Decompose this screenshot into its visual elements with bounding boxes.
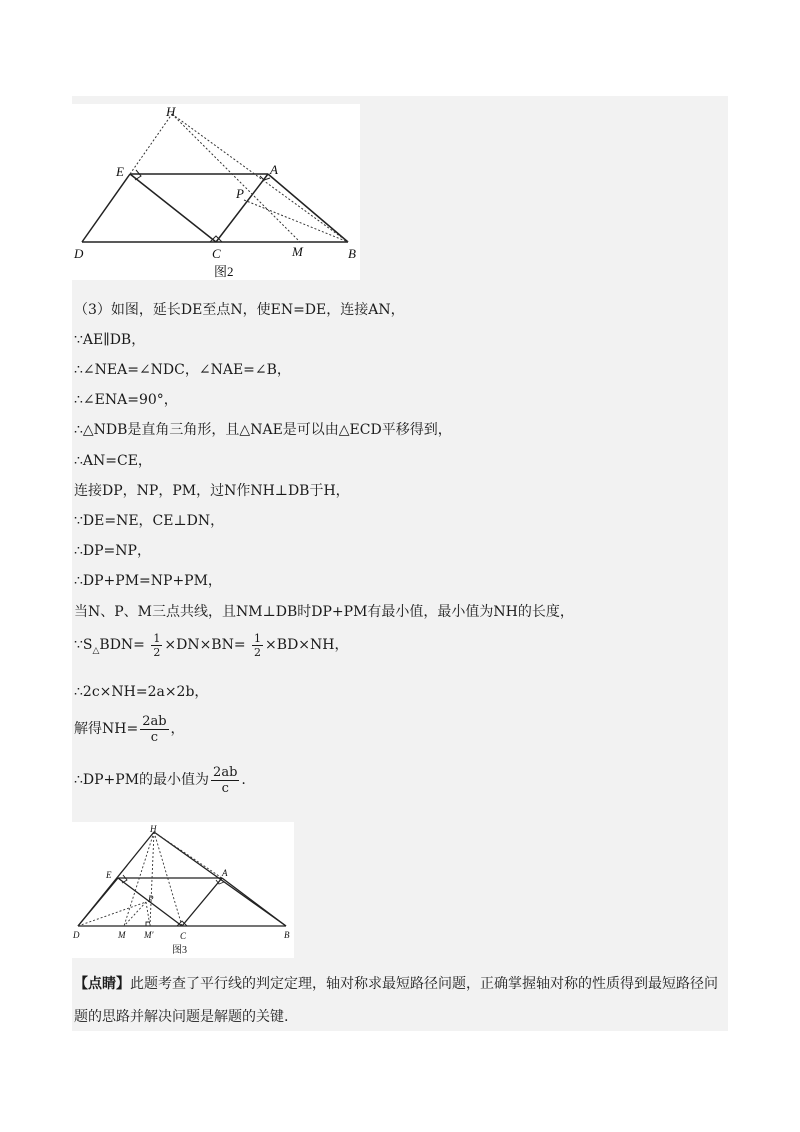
area-expr-1: ×DN×BN=	[164, 637, 246, 653]
label-B: B	[348, 246, 356, 261]
min-suffix: .	[241, 772, 246, 788]
comment-block	[74, 968, 728, 1034]
solution-line-9: ∴DP=NP，	[74, 543, 151, 559]
solution-line-8: ∵DE=NE，CE⊥DN，	[74, 513, 225, 529]
label-M: M	[118, 930, 126, 940]
solution-line-13: ∴2c×NH=2a×2b，	[74, 684, 209, 700]
fraction-denominator: 2	[153, 645, 161, 659]
solution-line-7: 连接DP，NP，PM，过N作NH⊥DB于H，	[74, 483, 350, 499]
solution-line-2: ∵AE∥DB，	[74, 332, 146, 348]
fraction-numerator: 2ab	[213, 764, 238, 780]
fraction-numerator: 1	[153, 631, 161, 645]
solution-line-12	[74, 630, 348, 666]
label-B: B	[284, 930, 290, 940]
fraction-numerator: 1	[254, 631, 262, 645]
figure-2	[72, 104, 360, 280]
figure-3-caption: 图3	[172, 945, 187, 956]
nh-suffix: ，	[170, 721, 185, 737]
label-E: E	[106, 870, 112, 880]
area-prefix: ∵S	[74, 637, 93, 653]
label-C: C	[180, 931, 187, 941]
fraction-denominator: c	[150, 729, 159, 745]
segment-HB	[154, 832, 286, 926]
segment-EC	[130, 174, 216, 242]
solution-line-11: 当N、P、M三点共线，且NM⊥DB时DP+PM有最小值，最小值为NH的长度，	[74, 604, 574, 620]
label-M: M	[292, 244, 303, 259]
segment-CA	[182, 878, 222, 926]
dashed-EH	[130, 114, 172, 174]
dashed-HA	[154, 832, 222, 878]
nh-prefix: 解得NH=	[74, 721, 139, 737]
fraction-2ab-c	[140, 714, 168, 745]
label-D: D	[73, 930, 80, 940]
dashed-HM2	[150, 832, 154, 926]
solution-line-6: ∴AN=CE，	[74, 453, 152, 469]
dashed-PB	[244, 200, 348, 242]
label-M-prime: M'	[144, 930, 154, 940]
solution-line-3: ∴∠NEA=∠NDC，∠NAE=∠B，	[74, 362, 291, 378]
solution-line-1: （3）如图，延长DE至点N，使EN=DE，连接AN，	[74, 302, 405, 318]
label-C: C	[212, 246, 221, 261]
segment-DH	[78, 832, 154, 926]
comment-label: 【点睛】	[74, 976, 130, 992]
dashed-HB	[172, 114, 348, 242]
solution-line-15	[74, 763, 246, 797]
label-A: A	[270, 162, 278, 177]
solution-line-10: ∴DP+PM=NP+PM，	[74, 573, 222, 589]
solution-line-14	[74, 712, 185, 746]
label-H: H	[166, 104, 176, 119]
figure-3-diagram	[72, 822, 294, 958]
fraction-denominator: 2	[254, 645, 262, 659]
figure-3	[72, 822, 294, 958]
label-P: P	[236, 186, 244, 201]
segment-CA	[216, 174, 268, 242]
area-triangle: BDN=	[99, 637, 145, 653]
fraction-half-2	[252, 632, 263, 659]
dashed-HM	[124, 832, 154, 926]
solution-line-5: ∴△NDB是直角三角形，且△NAE是可以由△ECD平移得到，	[74, 422, 452, 438]
label-H: H	[150, 824, 157, 834]
label-D: D	[74, 246, 84, 261]
segment-DE	[82, 174, 130, 242]
label-P: P	[148, 894, 154, 904]
fraction-numerator: 2ab	[142, 713, 167, 729]
dashed-HC	[154, 832, 182, 926]
segment-AB	[268, 174, 348, 242]
area-expr-2: ×BD×NH，	[265, 637, 349, 653]
fraction-denominator: c	[221, 780, 229, 796]
fraction-2ab-c-min	[211, 765, 239, 796]
label-A: A	[222, 868, 228, 878]
figure-2-caption: 图2	[214, 264, 234, 279]
comment-text: 此题考查了平行线的判定定理，轴对称求最短路径问题，正确掌握轴对称的性质得到最短路径问题的思路并解决问题是解题的关键.	[74, 976, 718, 1025]
label-E: E	[116, 164, 124, 179]
min-prefix: ∴DP+PM的最小值为	[74, 772, 210, 788]
area-subscript: △	[92, 645, 100, 656]
solution-line-4: ∴∠ENA=90°，	[74, 392, 178, 408]
fraction-half-1	[151, 632, 162, 659]
figure-2-diagram	[72, 104, 360, 280]
